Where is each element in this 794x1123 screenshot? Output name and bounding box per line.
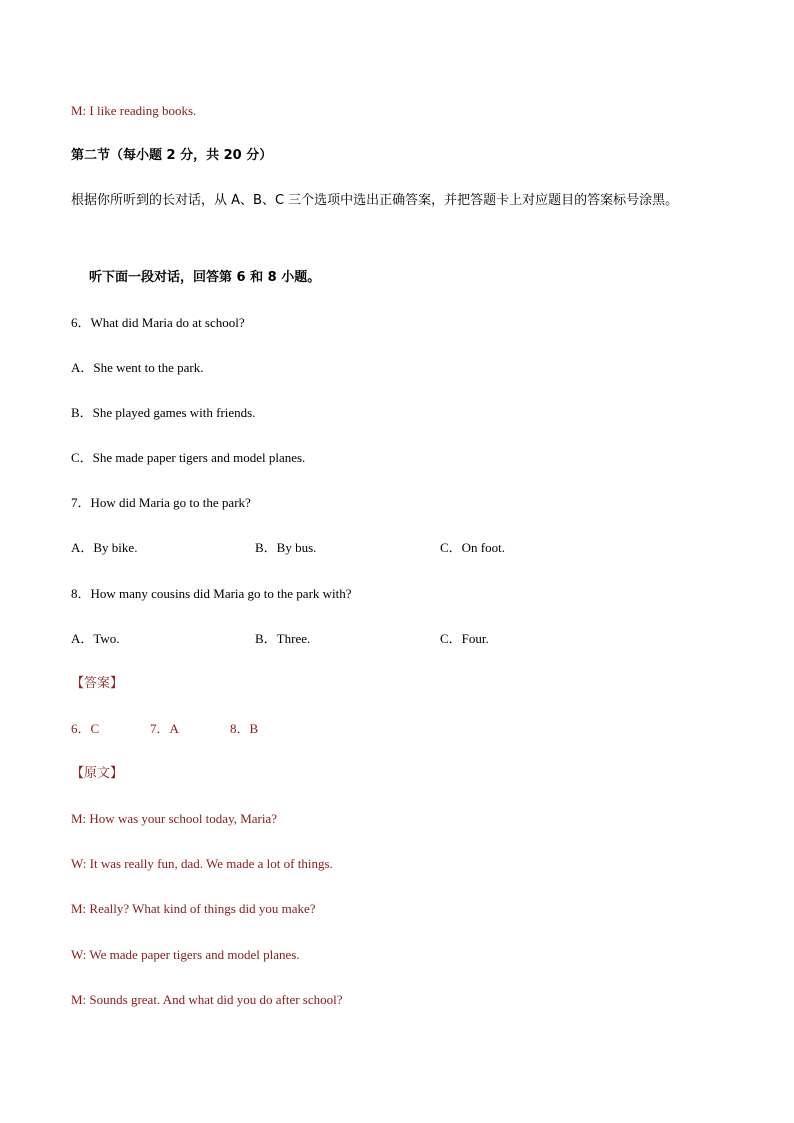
question-6-option-b: B．She played games with friends. <box>71 405 256 420</box>
question-8-option-a: A．Two. <box>71 631 120 646</box>
question-7-option-b: B．By bus. <box>255 540 317 555</box>
question-6-option-a: A．She went to the park. <box>71 360 204 375</box>
section-instruction: 根据你所听到的长对话，从 A、B、C 三个选项中选出正确答案，并把答题卡上对应题目的答案标号涂黑。 <box>71 193 679 208</box>
transcript-line-2: W: It was really fun, dad. We made a lot of things. <box>71 856 333 871</box>
transcript-line-3: M: Really? What kind of things did you make? <box>71 901 316 916</box>
question-7-option-a: A．By bike. <box>71 540 138 555</box>
section-title: 第二节（每小题 2 分，共 20 分） <box>71 148 273 163</box>
answer-heading: 【答案】 <box>71 676 124 691</box>
question-8-option-b: B．Three. <box>255 631 311 646</box>
transcript-line-4: W: We made paper tigers and model planes. <box>71 947 300 962</box>
question-8-option-c: C．Four. <box>440 631 489 646</box>
transcript-line-previous: M: I like reading books. <box>71 103 197 118</box>
transcript-heading: 【原文】 <box>71 766 124 781</box>
question-7-option-c: C．On foot. <box>440 540 506 555</box>
question-6-option-c: C．She made paper tigers and model planes. <box>71 450 306 465</box>
answer-8: 8．B <box>230 721 259 736</box>
question-7-stem: 7．How did Maria go to the park? <box>71 495 251 510</box>
transcript-line-5: M: Sounds great. And what did you do after school? <box>71 992 343 1007</box>
answer-7: 7．A <box>150 721 179 736</box>
answer-6: 6．C <box>71 721 100 736</box>
listen-prompt: 听下面一段对话，回答第 6 和 8 小题。 <box>89 270 321 285</box>
question-6-stem: 6．What did Maria do at school? <box>71 315 245 330</box>
question-8-stem: 8．How many cousins did Maria go to the park with? <box>71 586 352 601</box>
transcript-line-1: M: How was your school today, Maria? <box>71 811 278 826</box>
